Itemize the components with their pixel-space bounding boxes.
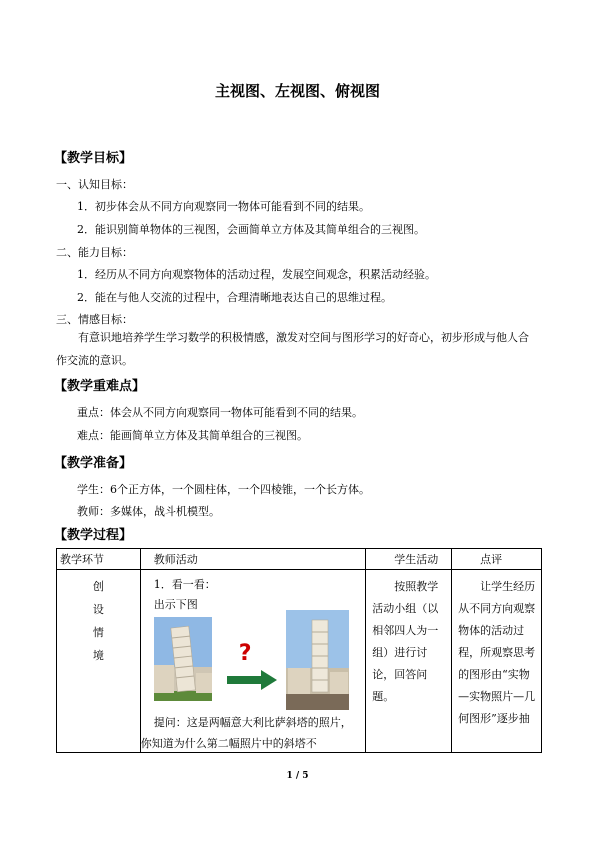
header-teacher: 教师活动	[140, 549, 365, 570]
goal-emotion-text: 有意识地培养学生学习数学的积极情感，激发对空间与图形学习的好奇心，初步形成与他人合作交流的意识。	[56, 331, 529, 367]
section-process: 【教学过程】	[54, 528, 133, 543]
stage-char: 创	[92, 580, 104, 593]
stage-char: 境	[92, 649, 104, 662]
prep-teacher: 教师：多媒体，战斗机模型。	[77, 505, 220, 518]
goal-emotion-heading: 三、情感目标：	[56, 313, 133, 326]
student-activity-cell	[366, 570, 452, 753]
goal-ability-item-2: 2．能在与他人交流的过程中，合理清晰地表达自己的思维过程。	[77, 291, 392, 304]
table-row	[57, 570, 542, 753]
comment-cell	[452, 570, 542, 753]
page-title: 主视图、左视图、俯视图	[214, 82, 380, 100]
teacher-question: 提问：这是两幅意大利比萨斜塔的照片，你知道为什么第二幅照片中的斜塔不	[140, 716, 352, 750]
leaning-tower-photo-1	[154, 617, 212, 701]
section-preparation: 【教学准备】	[54, 456, 133, 471]
stage-cell	[57, 570, 141, 753]
goal-cognitive-item-2: 2．能识别简单物体的三视图，会画简单立方体及其简单组合的三视图。	[77, 223, 425, 236]
header-student: 学生活动	[366, 549, 452, 570]
key-point-focus: 重点：体会从不同方向观察同一物体可能看到不同的结果。	[77, 406, 363, 419]
prep-student: 学生：6个正方体，一个圆柱体，一个四棱锥，一个长方体。	[77, 483, 370, 496]
stage-char: 设	[92, 603, 104, 616]
goal-ability-heading: 二、能力目标：	[56, 246, 133, 259]
goal-ability-item-1: 1．经历从不同方向观察物体的活动过程，发展空间观念，积累活动经验。	[77, 268, 436, 281]
header-stage: 教学环节	[57, 549, 141, 570]
page-number: 1 / 5	[286, 771, 309, 781]
process-table	[56, 548, 542, 753]
teacher-step: 1．看一看：	[153, 578, 216, 591]
teacher-show: 出示下图	[153, 598, 198, 611]
key-point-difficulty: 难点：能画简单立方体及其简单组合的三视图。	[77, 429, 308, 442]
section-key-points: 【教学重难点】	[54, 379, 146, 394]
goal-cognitive-item-1: 1．初步体会从不同方向观察同一物体可能看到不同的结果。	[77, 200, 370, 213]
table-header-row	[57, 549, 542, 570]
arrow-right-icon	[227, 670, 277, 690]
leaning-tower-photo-2	[286, 610, 349, 710]
header-comment: 点评	[452, 549, 542, 570]
teacher-activity-cell	[140, 570, 365, 753]
question-mark-icon: ?	[238, 641, 252, 666]
student-activity-text: 按照教学活动小组（以相邻四人为一组）进行讨论，回答问题。	[372, 580, 439, 703]
goal-cognitive-heading: 一、认知目标：	[56, 178, 133, 191]
section-teaching-goals: 【教学目标】	[54, 151, 133, 166]
stage-char: 情	[92, 626, 104, 639]
comment-text: 让学生经历从不同方向观察物体的活动过程，所观察思考的图形由“实物—实物照片—几何图形”逐步抽	[458, 580, 536, 725]
